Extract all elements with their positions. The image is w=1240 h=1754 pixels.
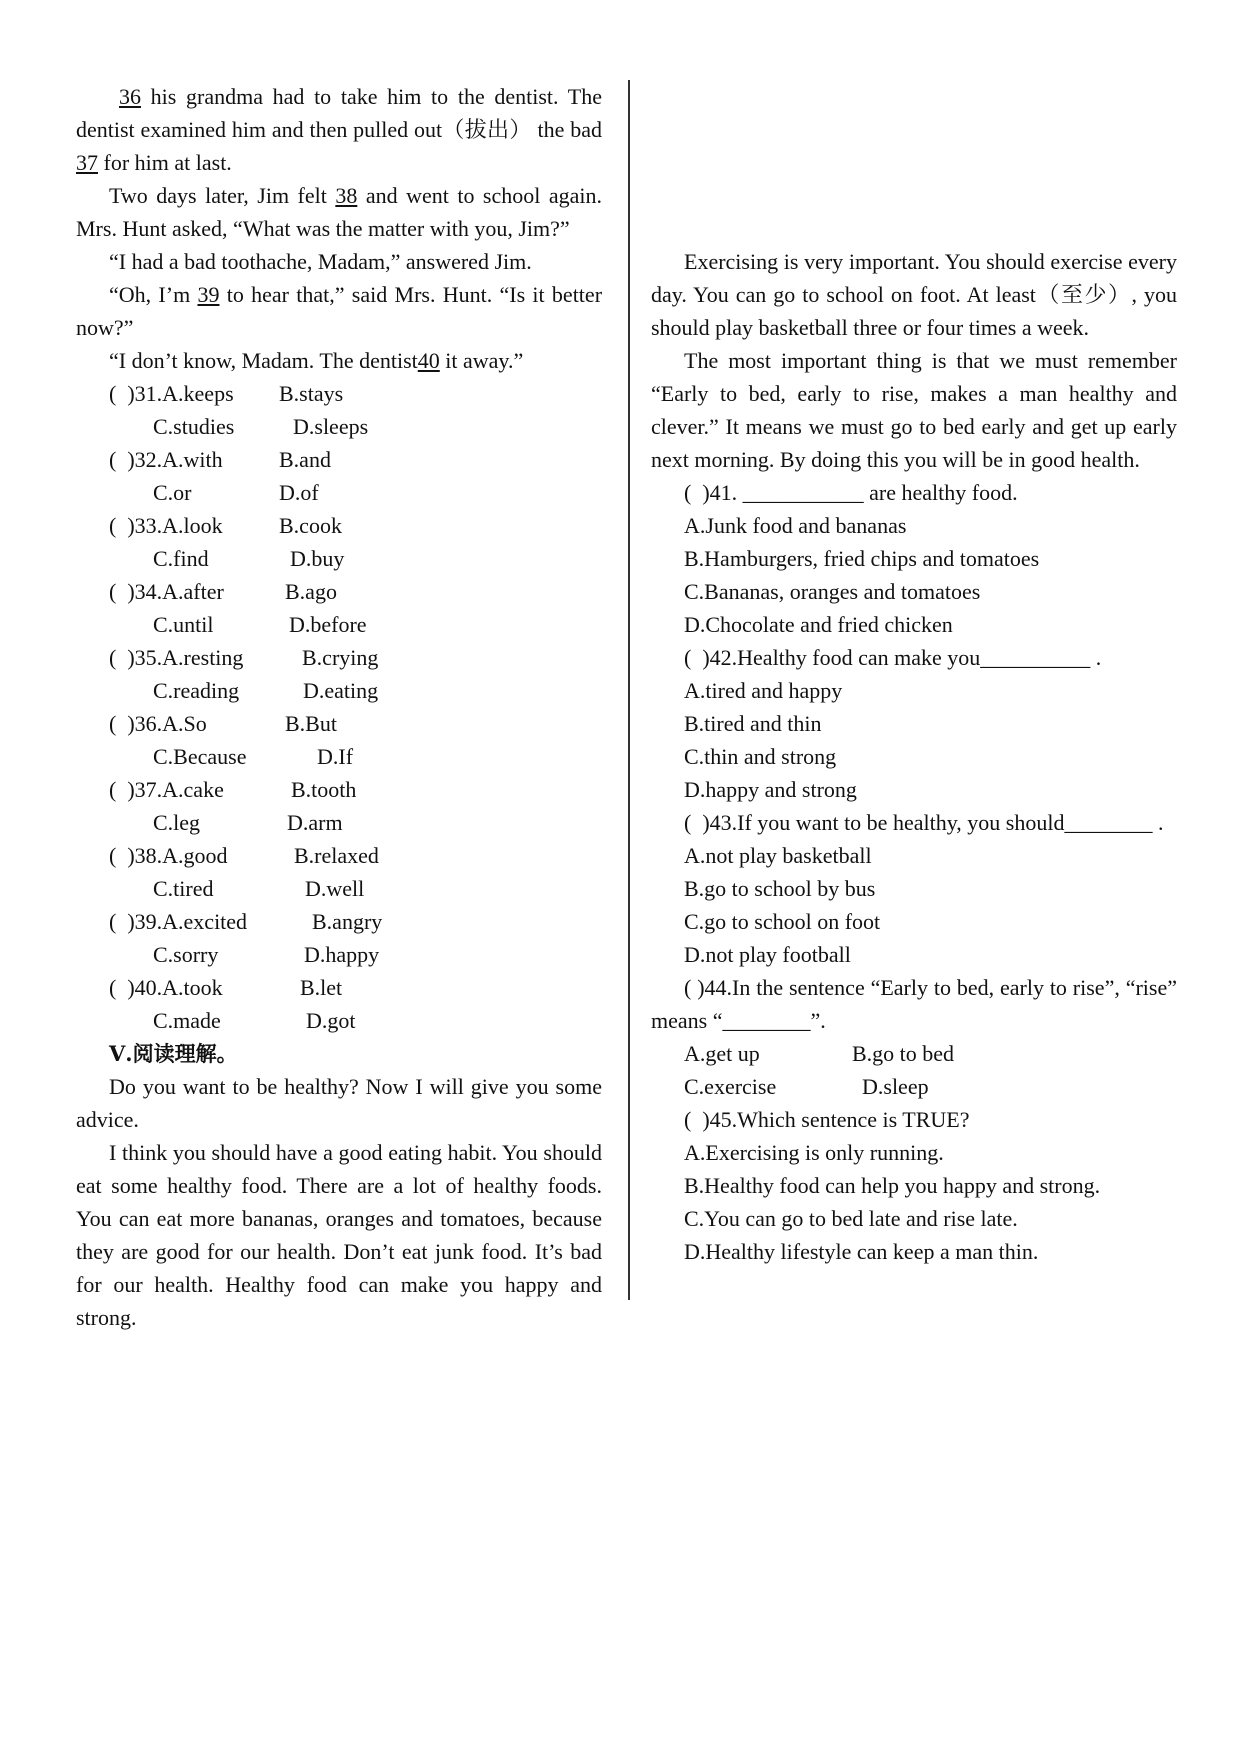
cloze-text: it away.” [445, 348, 524, 373]
option-d: D.eating [303, 678, 379, 703]
option-c: C.studies [153, 414, 235, 439]
option-b: B.relaxed [294, 843, 379, 868]
option-c: C.leg [153, 810, 201, 835]
cloze-paragraph-5 [76, 344, 602, 377]
option-c: C.until [153, 612, 214, 637]
option-b: B.tooth [291, 777, 357, 802]
blank-40: 40 [417, 348, 440, 373]
cloze-paragraph-3: “I had a bad toothache, Madam,” answered Jim. [109, 249, 532, 274]
column-divider [628, 80, 630, 1300]
cloze-paragraph-4 [76, 278, 602, 344]
question-stem: ( )35.A.resting [109, 645, 244, 670]
question-34 [76, 575, 602, 608]
blank-38: 38 [335, 183, 358, 208]
option-c: C.tired [153, 876, 214, 901]
question-stem: ( )32.A.with [109, 447, 223, 472]
option-d: D.happy [304, 942, 380, 967]
option-c: C.reading [153, 678, 240, 703]
question-40 [76, 971, 602, 1004]
blank-36: 36 [119, 84, 141, 109]
q43-option-b: B.go to school by bus [684, 876, 876, 901]
reading-continuation-spacer [651, 80, 1177, 245]
option-d: D.of [279, 480, 319, 505]
option-d: D.before [289, 612, 367, 637]
option-b: B.go to bed [852, 1041, 955, 1066]
question-41: ( )41. ___________ are healthy food. [684, 480, 1018, 505]
question-36-cd [76, 740, 602, 773]
option-c: C.or [153, 480, 192, 505]
cloze-questions [76, 377, 602, 1037]
question-38-cd [76, 872, 602, 905]
question-35-cd [76, 674, 602, 707]
question-36 [76, 707, 602, 740]
option-c: C.sorry [153, 942, 219, 967]
question-stem: ( )37.A.cake [109, 777, 224, 802]
question-35 [76, 641, 602, 674]
question-45: ( )45.Which sentence is TRUE? [684, 1107, 970, 1132]
option-c: C.find [153, 546, 209, 571]
option-d: D.well [305, 876, 365, 901]
q42-option-a: A.tired and happy [684, 678, 843, 703]
blank-37: 37 [76, 150, 98, 175]
cloze-paragraph-1 [76, 80, 602, 179]
question-40-cd [76, 1004, 602, 1037]
question-37-cd [76, 806, 602, 839]
option-d: D.arm [287, 810, 343, 835]
cloze-text: “Oh, I’m [109, 282, 191, 307]
question-39 [76, 905, 602, 938]
question-stem: ( )33.A.look [109, 513, 223, 538]
question-32-cd [76, 476, 602, 509]
option-b: B.cook [279, 513, 342, 538]
q41-option-c: C.Bananas, oranges and tomatoes [684, 579, 981, 604]
q44-options-cd [651, 1070, 1177, 1103]
question-34-cd [76, 608, 602, 641]
cloze-text: and went to school again. Mrs. Hunt asked, “What was the matter with you, Jim?” [76, 183, 602, 241]
blank-39: 39 [197, 282, 220, 307]
cloze-text: for him at last. [103, 150, 232, 175]
reading-paragraph-2: I think you should have a good eating habit. You should eat some healthy food. There are a lot of healthy foods. You can eat more bananas, oranges and tomatoes, because they are good for our health. Don’t eat junk food. It’s bad for our health. Healthy food can make you happy and strong. [76, 1140, 602, 1330]
question-43: ( )43.If you want to be healthy, you should________ . [684, 810, 1164, 835]
option-b: B.ago [285, 579, 337, 604]
option-d: D.got [306, 1008, 356, 1033]
question-stem: ( )39.A.excited [109, 909, 248, 934]
reading-paragraph-1: Do you want to be healthy? Now I will give you some advice. [76, 1074, 602, 1132]
option-b: B.But [285, 711, 337, 736]
question-stem: ( )40.A.took [109, 975, 223, 1000]
chinese-gloss: （拔出） [442, 117, 532, 142]
q45-option-a: A.Exercising is only running. [684, 1140, 944, 1165]
question-stem: ( )36.A.So [109, 711, 207, 736]
cloze-paragraph-2 [76, 179, 602, 245]
question-39-cd [76, 938, 602, 971]
option-b: B.angry [312, 909, 383, 934]
cloze-text: the bad [537, 117, 602, 142]
option-c: C.Because [153, 744, 247, 769]
option-c: C.made [153, 1008, 221, 1033]
question-stem: ( )34.A.after [109, 579, 224, 604]
reading-text: , you should play basketball three or four times a week. [651, 282, 1177, 340]
q45-option-c: C.You can go to bed late and rise late. [684, 1206, 1018, 1231]
question-32 [76, 443, 602, 476]
right-column [651, 80, 1177, 1268]
cloze-text: his grandma had to take him to the dentist. The dentist examined him and then pulled out [76, 84, 603, 142]
question-stem: ( )38.A.good [109, 843, 228, 868]
question-33-cd [76, 542, 602, 575]
q42-option-b: B.tired and thin [684, 711, 822, 736]
q41-option-b: B.Hamburgers, fried chips and tomatoes [684, 546, 1040, 571]
question-37 [76, 773, 602, 806]
left-column [76, 80, 602, 1334]
option-d: D.buy [290, 546, 345, 571]
option-c: C.exercise [684, 1074, 777, 1099]
reading-text: Exercising is very important. You should exercise every day. You can go to school on foot. At least [651, 249, 1177, 307]
q42-option-d: D.happy and strong [684, 777, 857, 802]
q43-option-a: A.not play basketball [684, 843, 872, 868]
question-38 [76, 839, 602, 872]
question-42: ( )42.Healthy food can make you__________ . [684, 645, 1102, 670]
question-31 [76, 377, 602, 410]
question-31-cd [76, 410, 602, 443]
option-b: B.stays [279, 381, 344, 406]
option-b: B.crying [302, 645, 379, 670]
q45-option-d: D.Healthy lifestyle can keep a man thin. [684, 1239, 1039, 1264]
option-d: D.sleep [862, 1074, 929, 1099]
option-b: B.and [279, 447, 331, 472]
q44-options-ab [651, 1037, 1177, 1070]
option-d: D.sleeps [293, 414, 369, 439]
reading-paragraph-3 [651, 245, 1177, 344]
option-d: D.If [317, 744, 354, 769]
q41-option-a: A.Junk food and bananas [684, 513, 907, 538]
question-stem: ( )31.A.keeps [109, 381, 234, 406]
question-33 [76, 509, 602, 542]
q41-option-d: D.Chocolate and fried chicken [684, 612, 953, 637]
question-44: ( )44.In the sentence “Early to bed, early to rise”, “rise” means “________”. [651, 975, 1177, 1033]
cloze-text: “I don’t know, Madam. The dentist [109, 348, 418, 373]
section-heading: Ⅴ.阅读理解。 [109, 1041, 238, 1066]
cloze-text: Two days later, Jim felt [109, 183, 327, 208]
reading-paragraph-4: The most important thing is that we must remember “Early to bed, early to rise, makes a man healthy and clever.” It means we must go to bed early and get up early next morning. By doing this you will be in good health. [651, 348, 1177, 472]
cloze-text: to hear that,” said Mrs. Hunt. “Is it better now?” [76, 282, 603, 340]
option-b: B.let [300, 975, 343, 1000]
chinese-gloss: （至少） [1035, 282, 1132, 307]
q45-option-b: B.Healthy food can help you happy and strong. [684, 1173, 1101, 1198]
q43-option-d: D.not play football [684, 942, 851, 967]
q42-option-c: C.thin and strong [684, 744, 837, 769]
q43-option-c: C.go to school on foot [684, 909, 881, 934]
option-a: A.get up [684, 1041, 760, 1066]
